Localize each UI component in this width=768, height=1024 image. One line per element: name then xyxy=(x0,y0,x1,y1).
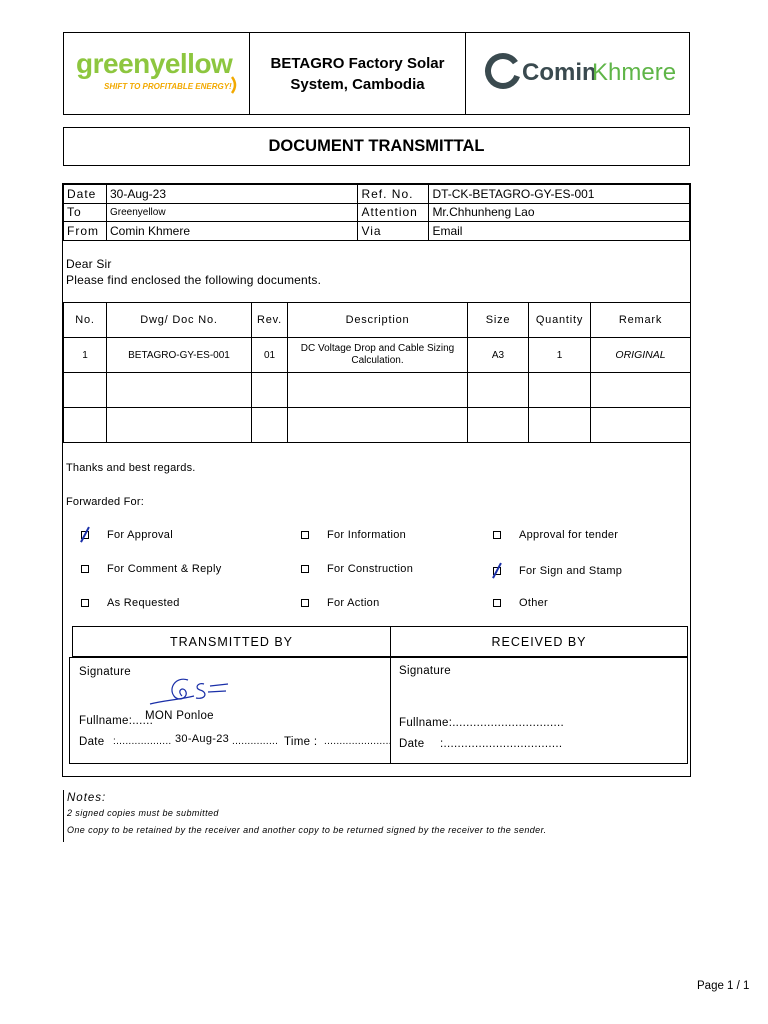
date-value: 30-Aug-23 xyxy=(175,733,230,745)
from-label: From xyxy=(64,222,107,241)
option-label: Approval for tender xyxy=(519,529,619,541)
checkbox[interactable] xyxy=(301,531,309,539)
row-description: DC Voltage Drop and Cable Sizing Calculation. xyxy=(288,338,468,373)
empty-cell xyxy=(529,373,591,408)
date-dots-suffix: ............... xyxy=(232,736,279,747)
col-doc-no: Dwg/ Doc No. xyxy=(107,303,252,338)
row-no: 1 xyxy=(64,338,107,373)
date-dots: :.................................. xyxy=(440,738,563,750)
transmittal-body xyxy=(62,183,691,777)
info-table xyxy=(63,184,690,241)
empty-cell xyxy=(107,373,252,408)
checkbox-checked[interactable] xyxy=(81,531,89,539)
row-doc-no: BETAGRO-GY-ES-001 xyxy=(107,338,252,373)
row-size: A3 xyxy=(468,338,529,373)
date-value: 30-Aug-23 xyxy=(106,185,357,204)
page-number: Page 1 / 1 xyxy=(697,980,750,992)
option-for-action[interactable] xyxy=(301,597,380,609)
option-for-construction[interactable] xyxy=(301,563,413,575)
table-row-empty xyxy=(64,408,691,443)
info-row-from xyxy=(64,222,690,241)
option-label: For Sign and Stamp xyxy=(519,565,623,577)
option-label: Other xyxy=(519,597,549,609)
ring-icon xyxy=(484,52,522,90)
col-remark: Remark xyxy=(591,303,691,338)
transmitted-by-header: TRANSMITTED BY xyxy=(72,626,391,657)
cominkhmere-logo-graphic xyxy=(466,33,689,116)
empty-cell xyxy=(468,373,529,408)
option-for-comment-reply[interactable] xyxy=(81,563,222,575)
checkbox[interactable] xyxy=(493,531,501,539)
logo-swoosh-icon xyxy=(232,77,235,93)
to-label: To xyxy=(64,203,107,222)
col-description: Description xyxy=(288,303,468,338)
empty-cell xyxy=(64,373,107,408)
option-label: For Information xyxy=(327,529,407,541)
info-row-date xyxy=(64,185,690,204)
fullname-label: Fullname:...... xyxy=(79,715,154,727)
empty-cell xyxy=(591,408,691,443)
option-label: For Approval xyxy=(107,529,173,541)
table-row xyxy=(64,338,691,373)
option-label: For Action xyxy=(327,597,380,609)
row-remark: ORIGINAL xyxy=(591,338,691,373)
empty-cell xyxy=(591,373,691,408)
checkbox[interactable] xyxy=(301,565,309,573)
project-title: BETAGRO Factory Solar System, Cambodia xyxy=(250,33,466,114)
signature-label: Signature xyxy=(79,666,131,678)
empty-cell xyxy=(252,408,288,443)
greenyellow-logo xyxy=(64,33,250,114)
document-header xyxy=(63,32,690,115)
date-dots: :.................. xyxy=(113,736,172,747)
option-label: For Comment & Reply xyxy=(107,563,222,575)
empty-cell xyxy=(64,408,107,443)
attention-label: Attention xyxy=(358,203,429,222)
checkbox[interactable] xyxy=(493,599,501,607)
handwritten-signature-icon xyxy=(148,674,238,710)
logo-word-khmere: Khmere xyxy=(592,59,677,86)
greenyellow-wordmark: greenyellow xyxy=(76,48,233,79)
table-header-row xyxy=(64,303,691,338)
col-quantity: Quantity xyxy=(529,303,591,338)
cominkhmere-logo xyxy=(466,33,689,114)
received-by-box xyxy=(390,657,688,764)
date-label: Date xyxy=(79,736,105,748)
attention-value: Mr.Chhunheng Lao xyxy=(429,203,690,222)
greeting-line-1: Dear Sir xyxy=(66,257,112,271)
greeting xyxy=(66,256,321,288)
checkbox[interactable] xyxy=(81,565,89,573)
date-label: Date xyxy=(64,185,107,204)
greenyellow-tagline: SHIFT TO PROFITABLE ENERGY! xyxy=(104,82,232,91)
empty-cell xyxy=(288,373,468,408)
col-rev: Rev. xyxy=(252,303,288,338)
col-no: No. xyxy=(64,303,107,338)
option-other[interactable] xyxy=(493,597,548,609)
empty-cell xyxy=(252,373,288,408)
option-approval-for-tender[interactable] xyxy=(493,529,618,541)
to-value: Greenyellow xyxy=(106,203,357,222)
fullname-label: Fullname:................................ xyxy=(399,717,565,729)
info-row-to xyxy=(64,203,690,222)
checkbox-checked[interactable] xyxy=(493,567,501,575)
logo-word-comin: Comin xyxy=(522,59,597,86)
signature-section xyxy=(69,626,689,768)
col-size: Size xyxy=(468,303,529,338)
option-for-approval[interactable] xyxy=(81,529,173,541)
option-label: For Construction xyxy=(327,563,414,575)
signature-label: Signature xyxy=(399,665,451,677)
ref-value: DT-CK-BETAGRO-GY-ES-001 xyxy=(429,185,690,204)
received-by-header: RECEIVED BY xyxy=(390,626,688,657)
row-rev: 01 xyxy=(252,338,288,373)
empty-cell xyxy=(529,408,591,443)
option-for-information[interactable] xyxy=(301,529,406,541)
from-value: Comin Khmere xyxy=(106,222,357,241)
checkbox[interactable] xyxy=(301,599,309,607)
checkbox[interactable] xyxy=(81,599,89,607)
greenyellow-logo-graphic xyxy=(64,33,250,116)
table-row-empty xyxy=(64,373,691,408)
forwarded-label: Forwarded For: xyxy=(66,496,144,508)
notes-section xyxy=(63,790,547,842)
closing-text: Thanks and best regards. xyxy=(66,462,196,474)
note-line-2: One copy to be retained by the receiver and another copy to be returned signed by the receiver to the sender. xyxy=(67,825,547,835)
date-label: Date xyxy=(399,738,425,750)
via-value: Email xyxy=(429,222,690,241)
time-label: Time : xyxy=(284,736,318,748)
option-label: As Requested xyxy=(107,597,180,609)
ref-label: Ref. No. xyxy=(358,185,429,204)
note-line-1: 2 signed copies must be submitted xyxy=(67,808,219,818)
empty-cell xyxy=(107,408,252,443)
fullname-value: MON Ponloe xyxy=(145,710,214,722)
greeting-line-2: Please find enclosed the following documents. xyxy=(66,273,322,287)
option-as-requested[interactable] xyxy=(81,597,180,609)
empty-cell xyxy=(468,408,529,443)
documents-table xyxy=(63,302,691,443)
option-for-sign-and-stamp[interactable] xyxy=(493,565,622,577)
notes-title: Notes: xyxy=(67,792,107,804)
time-dots: ...................... xyxy=(324,736,392,747)
row-quantity: 1 xyxy=(529,338,591,373)
transmitted-by-box xyxy=(69,657,391,764)
empty-cell xyxy=(288,408,468,443)
via-label: Via xyxy=(358,222,429,241)
document-title: DOCUMENT TRANSMITTAL xyxy=(63,127,690,166)
